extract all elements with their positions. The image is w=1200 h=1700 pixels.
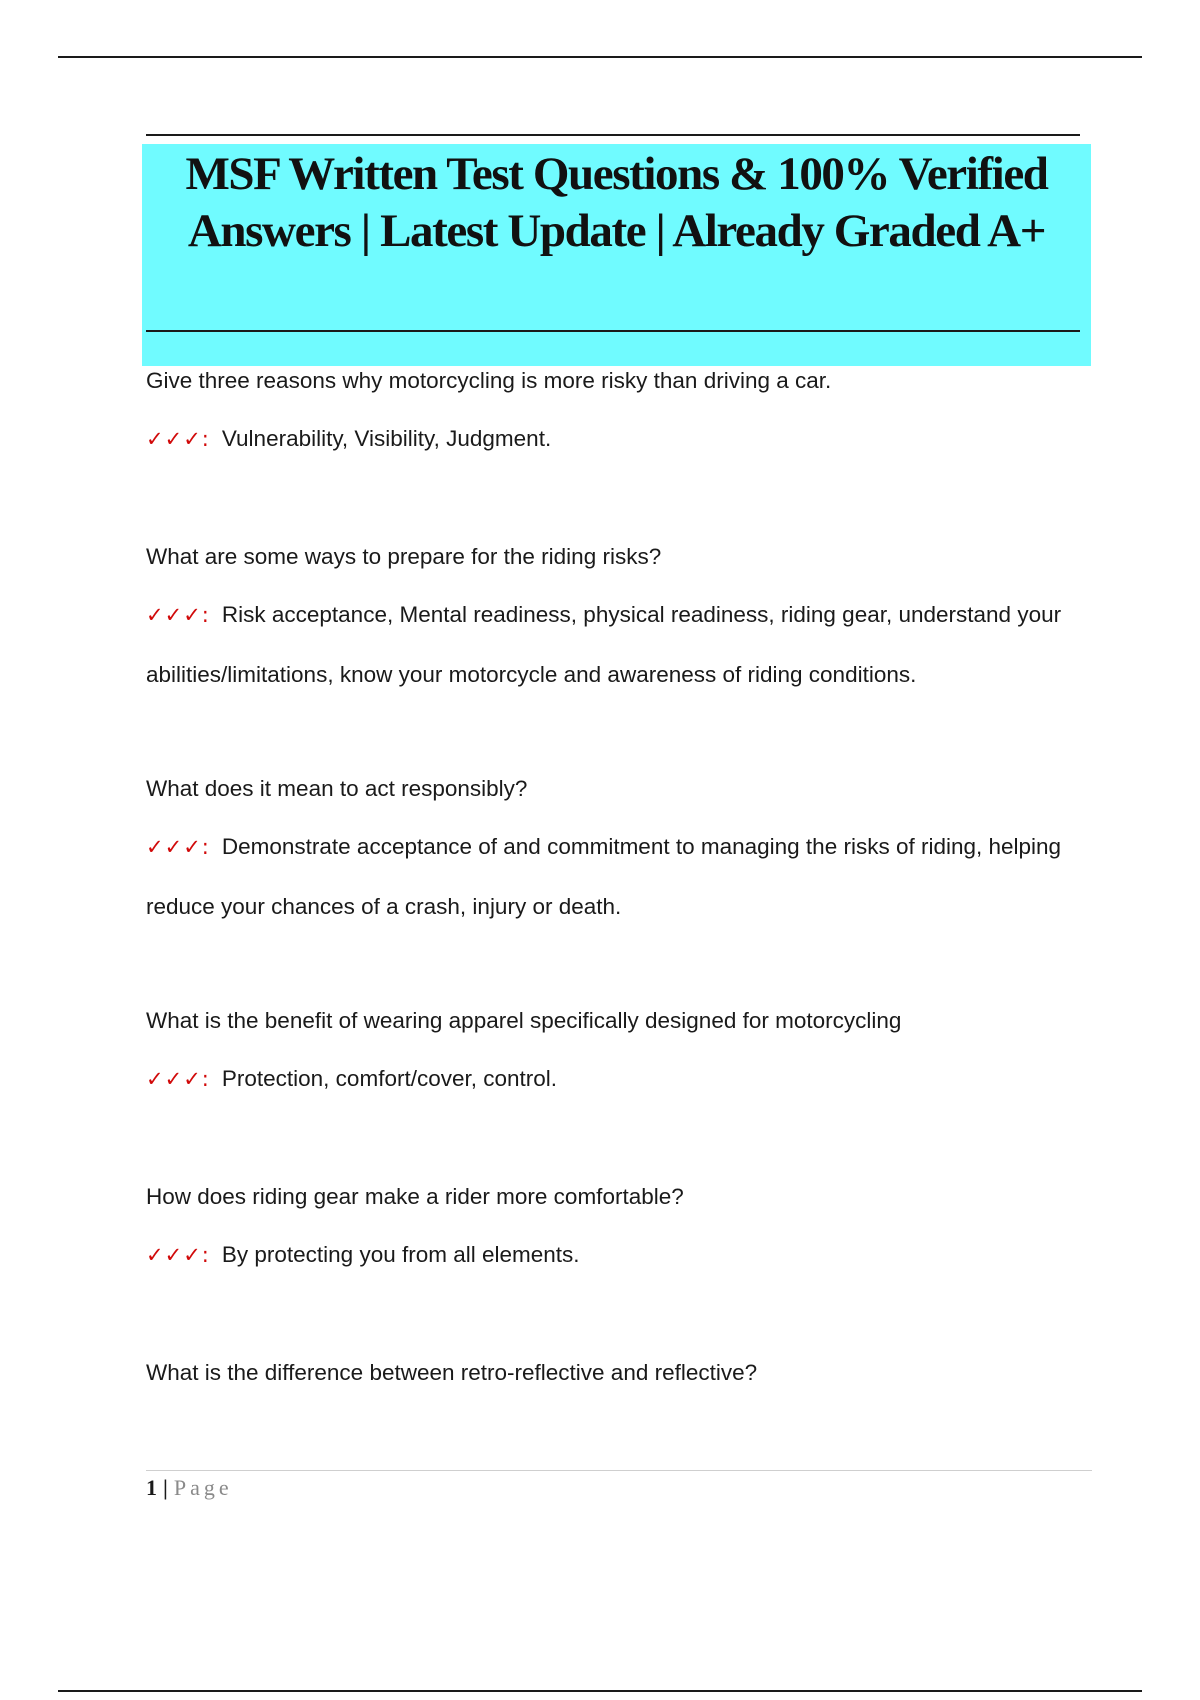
question-3: What does it mean to act responsibly? (146, 776, 528, 801)
footer-separator: | (163, 1475, 168, 1500)
answer-2 (146, 585, 1096, 705)
qa-block-2 (146, 542, 1096, 720)
qa-block-1 (146, 366, 1096, 484)
qa-block-5 (146, 1182, 1096, 1300)
answer-4 (146, 1049, 1096, 1109)
qa-block-3 (146, 774, 1096, 952)
answer-5-text: By protecting you from all elements. (221, 1242, 580, 1267)
title-bottom-rule (146, 330, 1080, 332)
checkmarks-icon: ✓✓✓: (146, 1067, 210, 1091)
checkmarks-icon: ✓✓✓: (146, 1243, 210, 1267)
page-bottom-rule (58, 1690, 1142, 1692)
answer-3-text: Demonstrate acceptance of and commitment to managing the risks of riding, helping reduce your chances of a crash, injury or death. (146, 834, 1062, 919)
checkmarks-icon: ✓✓✓: (146, 835, 210, 859)
checkmarks-icon: ✓✓✓: (146, 427, 210, 451)
page-top-rule (58, 56, 1142, 58)
page-label: Page (173, 1475, 233, 1500)
title-top-rule (146, 134, 1080, 136)
answer-1-text: Vulnerability, Visibility, Judgment. (221, 426, 552, 451)
page-footer (146, 1473, 233, 1503)
page-number: 1 (146, 1475, 157, 1500)
question-4: What is the benefit of wearing apparel specifically designed for motorcycling (146, 1008, 902, 1033)
question-1: Give three reasons why motorcycling is more risky than driving a car. (146, 368, 832, 393)
checkmarks-icon: ✓✓✓: (146, 603, 210, 627)
answer-4-text: Protection, comfort/cover, control. (221, 1066, 558, 1091)
qa-block-6 (146, 1358, 1096, 1388)
qa-block-4 (146, 1006, 1096, 1124)
footer-rule (146, 1470, 1092, 1471)
question-2: What are some ways to prepare for the riding risks? (146, 544, 662, 569)
answer-5 (146, 1225, 1096, 1285)
answer-3 (146, 817, 1096, 937)
question-6: What is the difference between retro-reflective and reflective? (146, 1360, 758, 1385)
question-5: How does riding gear make a rider more comfortable? (146, 1184, 684, 1209)
answer-2-text: Risk acceptance, Mental readiness, physical readiness, riding gear, understand your abilities/limitations, know your motorcycle and awareness of riding conditions. (146, 602, 1062, 687)
answer-1 (146, 409, 1096, 469)
document-title: MSF Written Test Questions & 100% Verified Answers | Latest Update | Already Graded A+ (185, 148, 1048, 257)
